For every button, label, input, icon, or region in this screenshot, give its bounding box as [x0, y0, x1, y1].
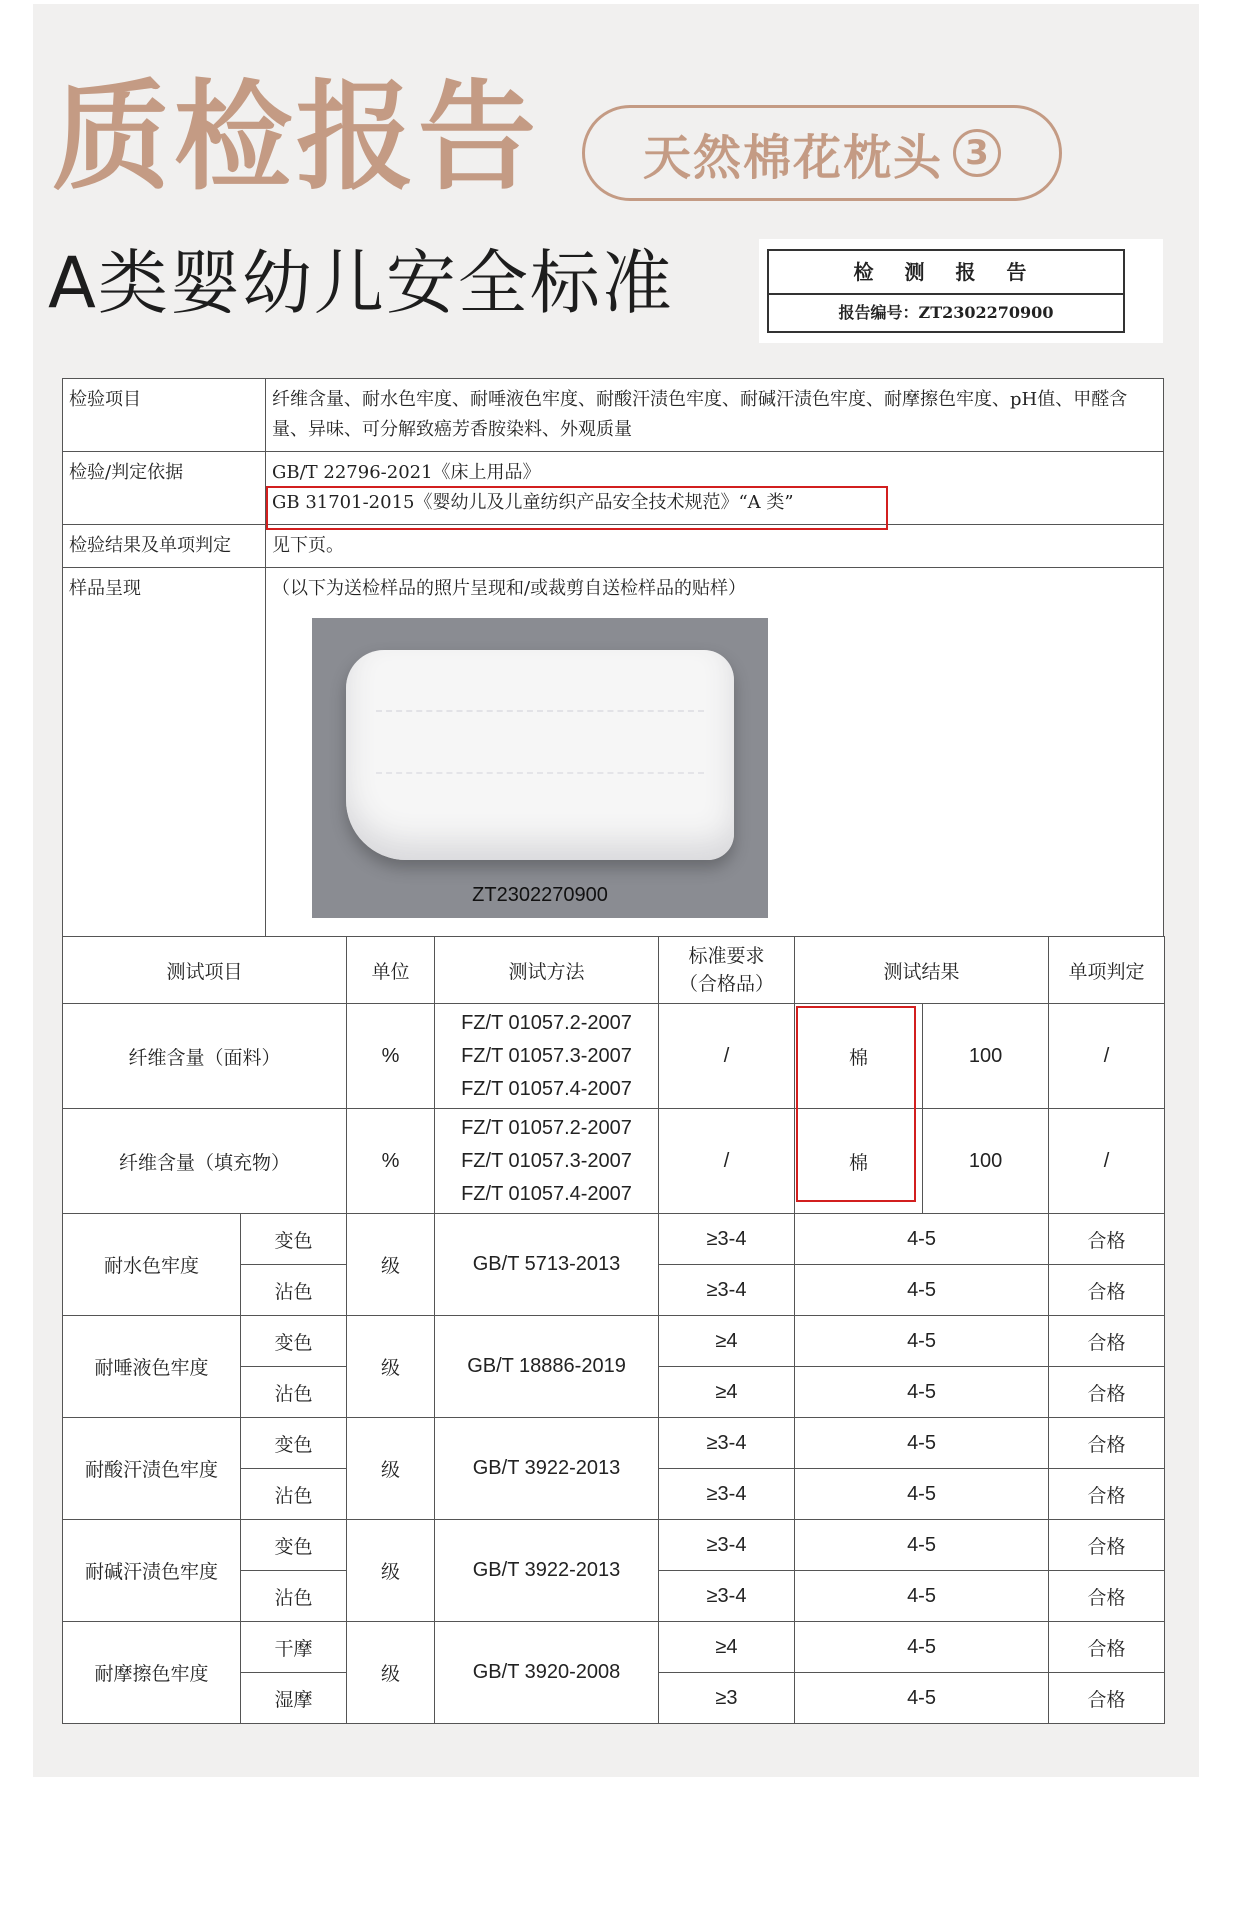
- report-number: 报告编号：ZT2302270900: [838, 303, 1054, 322]
- sub-item: 干摩: [241, 1622, 347, 1673]
- header-item: 测试项目: [63, 937, 347, 1004]
- colorfastness-row: [63, 1622, 1165, 1673]
- method-cell: GB/T 3920-2008: [435, 1622, 659, 1724]
- method-line: FZ/T 01057.2-2007: [461, 1011, 632, 1034]
- header-requirement: 标准要求 （合格品）: [659, 937, 795, 1004]
- test-item: 耐酸汗渍色牢度: [63, 1418, 241, 1520]
- test-item: 耐碱汗渍色牢度: [63, 1520, 241, 1622]
- unit-cell: 级: [347, 1214, 435, 1316]
- info-value: 见下页。: [266, 525, 1164, 568]
- pillow-image: [346, 650, 734, 860]
- report-title: 检 测 报 告: [769, 251, 1123, 295]
- method-line: FZ/T 01057.3-2007: [461, 1149, 632, 1172]
- basis-line-2-wrapper: [272, 488, 1157, 518]
- result-cell: 4-5: [795, 1469, 1049, 1520]
- method-line: FZ/T 01057.3-2007: [461, 1044, 632, 1067]
- info-value-basis: [266, 452, 1164, 525]
- method-cell: GB/T 18886-2019: [435, 1316, 659, 1418]
- verdict-cell: 合格: [1049, 1316, 1165, 1367]
- result-cell: 4-5: [795, 1673, 1049, 1724]
- sub-item: 沾色: [241, 1265, 347, 1316]
- test-item: 耐水色牢度: [63, 1214, 241, 1316]
- unit-cell: 级: [347, 1316, 435, 1418]
- sub-item: 变色: [241, 1316, 347, 1367]
- sub-item: 变色: [241, 1418, 347, 1469]
- result-cell: 4-5: [795, 1265, 1049, 1316]
- requirement-cell: ≥3-4: [659, 1520, 795, 1571]
- info-row-sample: [63, 568, 1164, 971]
- pillow-texture: [376, 710, 704, 774]
- requirement-cell: /: [659, 1004, 795, 1109]
- result-cell: 4-5: [795, 1622, 1049, 1673]
- requirement-cell: ≥3-4: [659, 1469, 795, 1520]
- material-cell: 棉: [795, 1004, 923, 1109]
- unit-cell: %: [347, 1004, 435, 1109]
- test-item: 耐唾液色牢度: [63, 1316, 241, 1418]
- result-cell: 100: [923, 1004, 1049, 1109]
- requirement-cell: ≥4: [659, 1316, 795, 1367]
- product-name: 天然棉花枕头: [642, 129, 943, 186]
- test-item: 纤维含量（面料）: [63, 1004, 347, 1109]
- requirement-cell: ≥3: [659, 1673, 795, 1724]
- result-cell: 4-5: [795, 1316, 1049, 1367]
- verdict-cell: /: [1049, 1004, 1165, 1109]
- product-number-circle: 3: [953, 129, 1001, 177]
- sub-item: 沾色: [241, 1469, 347, 1520]
- fiber-row: [63, 1004, 1165, 1109]
- verdict-cell: 合格: [1049, 1469, 1165, 1520]
- photo-caption: ZT2302270900: [472, 884, 608, 906]
- info-row-basis: [63, 452, 1164, 525]
- result-cell: 4-5: [795, 1571, 1049, 1622]
- test-item: 纤维含量（填充物）: [63, 1109, 347, 1214]
- requirement-cell: ≥3-4: [659, 1214, 795, 1265]
- sub-item: 变色: [241, 1214, 347, 1265]
- method-line: FZ/T 01057.2-2007: [461, 1116, 632, 1139]
- header-verdict: 单项判定: [1049, 937, 1165, 1004]
- verdict-cell: 合格: [1049, 1214, 1165, 1265]
- basis-line-1: GB/T 22796-2021《床上用品》: [272, 462, 541, 483]
- unit-cell: %: [347, 1109, 435, 1214]
- page-title: 质检报告: [52, 68, 541, 206]
- requirement-cell: /: [659, 1109, 795, 1214]
- method-line: FZ/T 01057.4-2007: [461, 1182, 632, 1205]
- sub-item: 沾色: [241, 1571, 347, 1622]
- verdict-cell: 合格: [1049, 1673, 1165, 1724]
- info-row-items: [63, 379, 1164, 452]
- page-subtitle: A类婴幼儿安全标准: [48, 242, 674, 324]
- requirement-cell: ≥3-4: [659, 1418, 795, 1469]
- header-method: 测试方法: [435, 937, 659, 1004]
- verdict-cell: 合格: [1049, 1622, 1165, 1673]
- requirement-cell: ≥3-4: [659, 1571, 795, 1622]
- unit-cell: 级: [347, 1418, 435, 1520]
- requirement-cell: ≥3-4: [659, 1265, 795, 1316]
- result-cell: 4-5: [795, 1367, 1049, 1418]
- info-value: 纤维含量、耐水色牢度、耐唾液色牢度、耐酸汗渍色牢度、耐碱汗渍色牢度、耐摩擦色牢度、pH值、甲醛含量、异味、可分解致癌芳香胺染料、外观质量: [266, 379, 1164, 452]
- sub-item: 沾色: [241, 1367, 347, 1418]
- fiber-row: [63, 1109, 1165, 1214]
- method-cell: [435, 1004, 659, 1109]
- sub-item: 变色: [241, 1520, 347, 1571]
- report-header-frame: [767, 249, 1125, 333]
- info-table: [62, 378, 1164, 971]
- product-name-badge: [582, 105, 1062, 201]
- info-label: 检验结果及单项判定: [63, 525, 266, 568]
- colorfastness-row: [63, 1520, 1165, 1571]
- test-item: 耐摩擦色牢度: [63, 1622, 241, 1724]
- result-cell: 4-5: [795, 1418, 1049, 1469]
- info-label: 样品呈现: [63, 568, 266, 971]
- material-cell: 棉: [795, 1109, 923, 1214]
- basis-line-2: GB 31701-2015《婴幼儿及儿童纺织产品安全技术规范》“A 类”: [272, 492, 794, 513]
- report-header-box: [759, 239, 1163, 343]
- info-label: 检验项目: [63, 379, 266, 452]
- colorfastness-row: [63, 1418, 1165, 1469]
- result-cell: 4-5: [795, 1214, 1049, 1265]
- result-cell: 100: [923, 1109, 1049, 1214]
- info-row-result: [63, 525, 1164, 568]
- header-unit: 单位: [347, 937, 435, 1004]
- sub-item: 湿摩: [241, 1673, 347, 1724]
- verdict-cell: 合格: [1049, 1265, 1165, 1316]
- method-cell: GB/T 3922-2013: [435, 1418, 659, 1520]
- method-cell: GB/T 5713-2013: [435, 1214, 659, 1316]
- info-label: 检验/判定依据: [63, 452, 266, 525]
- method-cell: [435, 1109, 659, 1214]
- verdict-cell: 合格: [1049, 1367, 1165, 1418]
- verdict-cell: /: [1049, 1109, 1165, 1214]
- results-body: [63, 1004, 1165, 1724]
- unit-cell: 级: [347, 1520, 435, 1622]
- colorfastness-row: [63, 1316, 1165, 1367]
- method-line: FZ/T 01057.4-2007: [461, 1077, 632, 1100]
- sample-note: （以下为送检样品的照片呈现和/或裁剪自送检样品的贴样）: [272, 578, 747, 599]
- header-result: 测试结果: [795, 937, 1049, 1004]
- colorfastness-row: [63, 1214, 1165, 1265]
- info-value-sample: [266, 568, 1164, 971]
- method-cell: GB/T 3922-2013: [435, 1520, 659, 1622]
- requirement-cell: ≥4: [659, 1622, 795, 1673]
- requirement-cell: ≥4: [659, 1367, 795, 1418]
- result-cell: 4-5: [795, 1520, 1049, 1571]
- results-header-row: [63, 937, 1165, 1004]
- results-table: [62, 936, 1165, 1724]
- sample-photo: [312, 618, 768, 918]
- verdict-cell: 合格: [1049, 1520, 1165, 1571]
- verdict-cell: 合格: [1049, 1571, 1165, 1622]
- unit-cell: 级: [347, 1622, 435, 1724]
- verdict-cell: 合格: [1049, 1418, 1165, 1469]
